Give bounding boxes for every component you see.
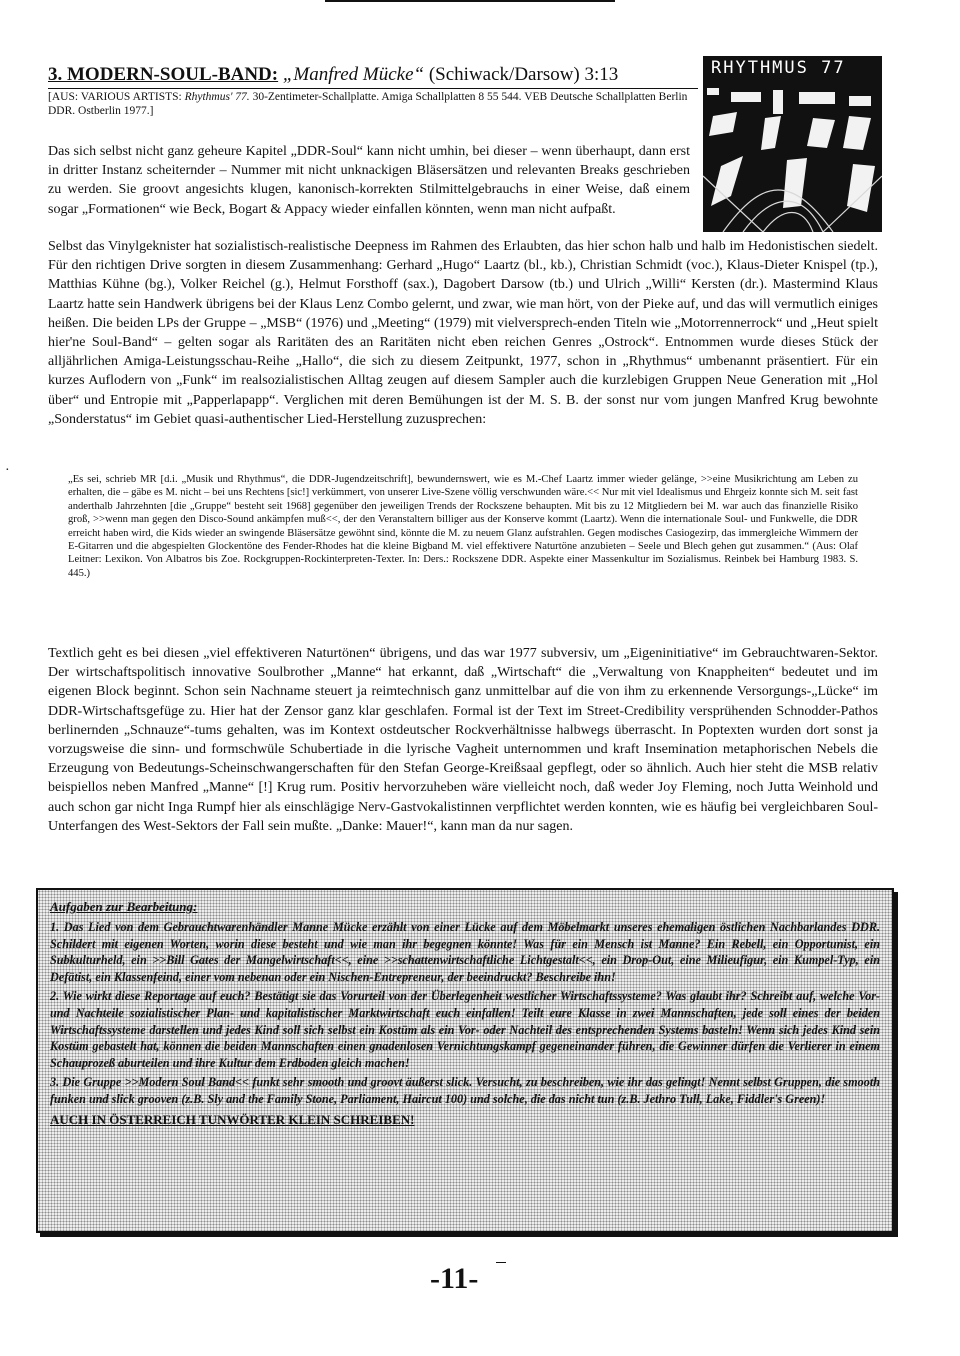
song-title: „Manfred Mücke“: [282, 64, 425, 85]
tasks-final-note: AUCH IN ÖSTERREICH TUNWÖRTER KLEIN SCHREIBEN!: [50, 1111, 415, 1127]
album-cover-title: RHYTHMUS 77: [711, 58, 846, 78]
tasks-box: [36, 888, 894, 1233]
paragraph-lyrics: Textlich geht es bei diesen „viel effektiveren Naturtönen“ übrigens, und das war 1977 subversiv, um „Eigeninitiative“ im Gebrauchtwaren-Sektor. Der wirtschaftspolitisch innovative Soulbrother „Manne“ hat erkannt, daß „Wirtschaft“ die „Verwaltung von Knappheiten“ bedeutet und im eigenen Block beginnt. Schon sein Nachname steuert ja reimtechnisch ganz unmittelbar auf die von ihm zu erkennende Versorgungs-„Lücke“ im DDR-Wirtschaftsgefüge zu. Hier hat der Zensor ganz klar geschlafen. Formal ist der Text im Street-Credibility versprühenden Schnodder-Pathos berlinernden „Schnauze“-tums gehalten, was im Kontext ostdeutscher Rockverhältnisse halbwegs überrascht. In Poptexten wurden dort sonst ja vorzugsweise die sinn- und formschwüle Schubertiade in die lyrische Vagheit unternommen und kraft Insemination metaphorischen Nebels die Erzeugung von Bedeutungs-Scheinschwangerschaften für den Stefan George-Kreißsaal gepflegt, oder so ähnlich. Auch hier steht die MSB relativ beispiellos neben Manfred „Manne“ [!] Krug rum. Positiv hervorzuheben wäre vielleicht noch, daß weder Joy Fleming, noch Jutta Weinhold und auch schon gar nicht Inga Rumpf hier als einschlägige Nerv-Gastvokalistinnen verpflichtet werden konnten, wie es häufig bei vergleichbaren Soul-Unterfangen des West-Sektors der Fall sein mußte. „Danke: Mauer!“, kann man da nur sagen.: [48, 646, 878, 834]
source-album: Rhythmus' 77.: [184, 91, 250, 103]
top-rule: [325, 0, 615, 2]
page-number-mark: [496, 1262, 506, 1263]
section-label: 3. MODERN-SOUL-BAND:: [48, 64, 279, 85]
song-heading: [48, 64, 698, 86]
page-number: -11-: [430, 1262, 479, 1295]
source-reference: [48, 88, 698, 118]
source-details: 30-Zentimeter-Schallplatte. Amiga Schallplatten 8 55 544. VEB Deutsche Schallplatten Berlin DDR. Ostberlin 1977.]: [48, 91, 688, 117]
song-credits: (Schiwack/Darsow) 3:13: [428, 64, 619, 85]
tasks-title: Aufgaben zur Bearbeitung:: [50, 899, 198, 914]
source-prefix: [AUS: VARIOUS ARTISTS:: [48, 91, 182, 103]
paragraph-intro: Das sich selbst nicht ganz geheure Kapitel „DDR-Soul“ kann nicht umhin, bei dieser – wenn überhaupt, dann erst in dritter Instanz scheiternder – Nummer mit nicht unknackigen Bläsersätzen und relevanten Breaks geschrieben zu werden. Sie groovt angesichts klugen, kanonisch-korrekten Stilmittelgebrauchs in einer Weise, daß einem sogar „Formationen“ wie Beck, Bogart & Appacy wieder einfallen könnten, wenn man nicht aufpaßt.: [48, 144, 690, 217]
margin-mark: ·: [5, 463, 10, 478]
task-2: 2. Wie wirkt diese Reportage auf euch? Bestätigt sie das Vorurteil von der Überlegenheit westlicher Wirtschaftssysteme? Was glaubt ihr? Schreibt auf, welche Vor- und Nachteile sozialistischer Plan- und kapitalistischer Marktwirtschaft euch einfallen! Teilt eure Klasse in zwei Mannschaften, jede soll eines der beiden Wirtschaftssysteme darstellen und jedes Kind soll sich selbst ein Kostüm als ein Vor- oder Nachteil des entsprechenden Systems basteln! Wenn sich jedes Kind sein Kostüm gebastelt hat, können die beiden Mannschaften einen gnadenlosen Vernichtungskampf gegeneinander führen, die Gewinner dürfen die Verlierer in einem Schauprozeß aburteilen und ihre Kultur dem Erdboden gleich machen!: [50, 989, 880, 1070]
paragraph-band: Selbst das Vinylgeknister hat sozialistisch-realistische Deepness im Rahmen des Erlaubten, das hier schon halb und halb im Hedonistischen siedelt. Für den richtigen Drive sorgten in diesem Zusammenhang: Gerhard „Hugo“ Laartz (bl., kb.), Christian Schmidt (voc.), Klaus-Dieter Knispel (tp.), Matthias Kühne (bg.), Volker Reichel (g.), Helmut Forsthoff (sax.), Dagobert Darsow (tb.) und Ulrich „Willi“ Kersten (dr.). Mastermind Klaus Laartz hatte sein Handwerk übrigens bei der Klaus Lenz Combo gelernt, und zwar, wie man hört, von der Pieke auf, und das will vermutlich einiges heißen. Die beiden LPs der Gruppe – „MSB“ (1976) und „Meeting“ (1979) mit vielversprech-enden Titeln wie „Motorrennerrock“ und „Heut spielt hier'ne Soul-Band“ – gelten sogar als Raritäten des an Raritäten nicht eben reichen Genres „Ostrock“. Entnommen wurde dieses Stück der alljährlichen Amiga-Leistungsschau-Reihe „Hallo“, die sich zu diesem Zeitpunkt, 1977, schon in „Rhythmus“ umbenannt präsentiert. Für ein kurzes Auflodern von „Funk“ im realsozialistischen Alltag zeugen auf diesem Sampler auch die kurzlebigen Gruppen Neue Generation mit „Hol über“ und Entropie mit „Papperlapapp“. Verglichen mit deren Bemühungen ist der M. S. B. der sonst nur vom jungen Manfred Krug bewohnte „Sonderstatus“ im Gebiet quasi-authentischer Lied-Herstellung zuzusprechen:: [48, 239, 878, 427]
album-cover-image: [703, 56, 882, 232]
task-3: 3. Die Gruppe >>Modern Soul Band<< funkt sehr smooth und groovt äußerst slick. Versucht, zu beschreiben, wie ihr das gelingt! Nennt selbst Gruppen, die smooth funken und slick grooven (z.B. Sly and the Family Stone, Parliament, Haircut 100) und solche, die das nicht tun (z.B. Jethro Tull, Lake, Fiddler's Green)!: [50, 1075, 880, 1106]
task-1: 1. Das Lied von dem Gebrauchtwarenhändler Manne Mücke erzählt von einer Lücke auf dem Möbelmarkt unseres ehemaligen östlichen Nachbarlandes DDR. Schildert mit eigenen Worten, worin diese besteht und wie man ihr begegnen könnte! Was für ein Mensch ist Manne? Ein Rebell, ein Opportunist, ein Subkulturheld, ein >>Bill Gates der Mangelwirtschaft<<, eine >>schattenwirtschaftliche Lichtgestalt<<, ein Drop-Out, eine Milieufigur, ein Kumpel-Typ, ein Defätist, ein Klassenfeind, einer vom nebenan oder ein Nischen-Entrepreneur, der beeindruckt? Beschreibe ihn!: [50, 920, 880, 984]
quote-block: „Es sei, schrieb MR [d.i. „Musik und Rhythmus“, die DDR-Jugendzeitschrift], bewundernswert, wie es M.-Chef Laartz immer wieder gelänge, >>eine Musikrichtung am Leben zu erhalten, die – gäbe es M. nicht – bei uns Rechtens [sic!] verkümmert, von unserer Live-Szene völlig verschwunden wäre.<< Nur mit viel Idealismus und Ehrgeiz konnte sich M. seit fast anderthalb Jahrzehnten [die „Gruppe“ besteht seit 1968] gegenüber den jeweiligen Trends der Rockszene behaupten. Mit bis zu 12 Mitgliedern bei M. war auch das finanzielle Risiko groß, >>wenn man gegen den Disco-Sound ankämpfen muß<<, der den Veranstaltern billiger aus der Konserve kommt (Laartz). Wenn die internationale Soul- und Funkwelle, die DDR erreicht haben wird, die Kids wieder an swingende Bläsersätze gewöhnt sind, könnte die M. zu neuem Glanz aufstrahlen. Gegen modisches Casiogezirp, das immergleiche Wimmern der E-Gitarren und die abgespielten Glockentöne des Fender-Rhodes hat die kleine Bigband M. viel effektivere Naturtöne anzubieten – Seele und Blech gehen gut zusammen.“ (Aus: Olaf Leitner: Lexikon. Von Albatros bis Zoe. Rockgruppen-Rockinterpreten-Texter. In: Ders.: Rockszene DDR. Aspekte einer Massenkultur im Sozialismus. Reinbek bei Hamburg 1983. S. 445.): [68, 474, 858, 579]
album-cover-artwork: [703, 56, 882, 232]
